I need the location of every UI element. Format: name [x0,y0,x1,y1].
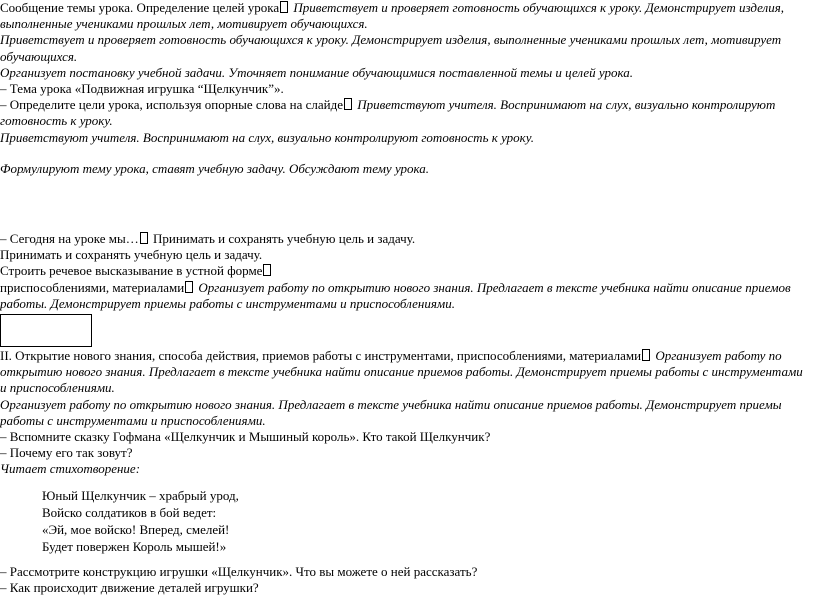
poem-line: Войско солдатиков в бой ведет: [42,504,217,520]
spacer [0,146,808,161]
paragraph-today-we [0,231,808,247]
spacer [0,177,808,231]
text-accept-goal: Принимать и сохранять учебную цель и задачу. [152,231,416,247]
text-organizes-work: Организует работу по открытию нового знания. Предлагает в тексте учебника найти описание приемов работы. Демонстрирует приемы работы с инструментами и приспособлениями. [0,348,803,396]
paragraph-movement: – Как происходит движение деталей игрушки? [0,579,259,595]
paragraph-formulate-topic: Формулируют тему урока, ставят учебную задачу. Обсуждают тему урока. [0,160,430,176]
paragraph-speech [0,263,808,279]
paragraph-examine-toy: – Рассмотрите конструкцию игрушки «Щелкунчик». Что вы можете о ней рассказать? [0,563,478,579]
paragraph-tools-materials [0,280,808,312]
poem-line: «Эй, мое войско! Вперед, смелей! [42,521,230,537]
text-lesson-topic: Сообщение темы урока. Определение целей урока [0,0,280,15]
text-speech: Строить речевое высказывание в устной форме [0,263,263,279]
paragraph-define-goals [0,97,808,129]
poem-line: Юный Щелкунчик – храбрый урод, [42,487,239,503]
text-today-we: – Сегодня на уроке мы… [0,231,139,247]
text-organizes-work: Организует работу по открытию нового знания. Предлагает в тексте учебника найти описание приемов работы. Демонстрирует приемы работы с инструментами и приспособлениями. [0,279,791,311]
paragraph-reads-poem: Читает стихотворение: [0,461,141,477]
paragraph-topic-name: – Тема урока «Подвижная игрушка “Щелкунчик”». [0,81,284,97]
text-students-greet: Приветствуют учителя. Воспринимают на слух, визуально контролируют готовность к уроку. [0,97,776,129]
paragraph-accept-goal: Принимать и сохранять учебную цель и задачу. [0,247,263,263]
paragraph-why-named: – Почему его так зовут? [0,445,133,461]
text-define-goals: – Определите цели урока, используя опорные слова на слайде [0,97,343,113]
paragraph-students-greet: Приветствуют учителя. Воспринимают на слух, визуально контролируют готовность к уроку. [0,129,534,145]
missing-glyph-icon [263,264,271,276]
missing-glyph-icon [642,349,650,361]
missing-glyph-icon [140,232,148,244]
paragraph-teacher-greets: Приветствует и проверяет готовность обучающихся к уроку. Демонстрирует изделия, выполненные учениками прошлых лет, мотивирует обучающихся. [0,32,782,64]
paragraph-task-setting: Организует постановку учебной задачи. Уточняет понимание обучающимися поставленной темы и целей урока. [0,64,634,80]
empty-table-cell [0,314,92,347]
paragraph-lesson-topic [0,0,808,32]
poem-line: Будет повержен Король мышей!» [42,538,227,554]
paragraph-organizes-work: Организует работу по открытию нового знания. Предлагает в тексте учебника найти описание приемов работы. Демонстрирует приемы работы с инструментами и приспособлениями. [0,396,782,428]
text-tools-materials: приспособлениями, материалами [0,279,185,295]
paragraph-section-two [0,348,808,397]
missing-glyph-icon [344,98,352,110]
paragraph-remember-tale: – Вспомните сказку Гофмана «Щелкунчик и Мышиный король». Кто такой Щелкунчик? [0,429,491,445]
text-teacher-greets: Приветствует и проверяет готовность обучающихся к уроку. Демонстрирует изделия, выполненные учениками прошлых лет, мотивирует обучающихся. [0,0,784,32]
missing-glyph-icon [280,1,288,13]
text-section-two: II. Открытие нового знания, способа действия, приемов работы с инструментами, приспособлениями, материалами [0,348,642,364]
missing-glyph-icon [185,281,193,293]
poem [0,487,808,555]
